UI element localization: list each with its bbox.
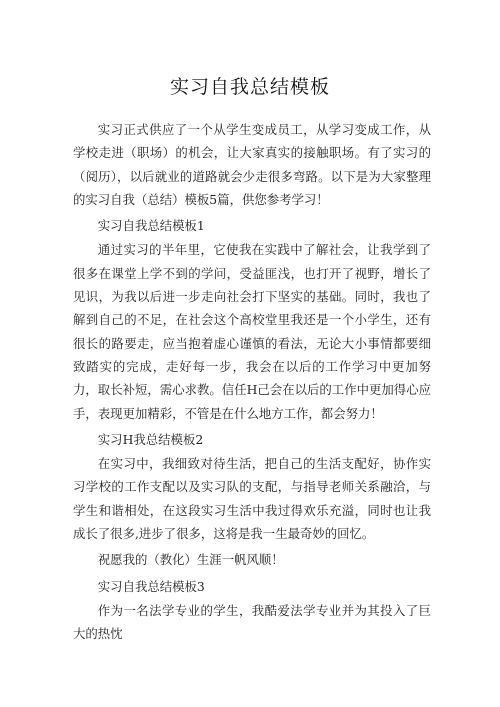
document-title: 实习自我总结模板 [169, 76, 330, 98]
section-heading-1: 实习自我总结模板1 [97, 218, 205, 234]
blessing-paragraph: 祝愿我的（教化）生涯一帆风顺！ [97, 552, 284, 568]
section-1-paragraph: 通过实习的半年里，它使我在实践中了解社会，让我学到了很多在课堂上学不到的学问，受益匪浅，也打开了视野，增长了见识，为我以后进一步走向社会打下坚实的基础。同时，我也了解到自己的不足，在社会这个高校堂里我还是一个小学生，还有很长的路要走，应当抱着虚心谨慎的看法，无论大小事情都要细致踏实的完成，走好每一步，我会在以后的工作学习中更加努力，取长补短，需心求教。信任H己会在以后的工作中更加得心应手，表现更加精彩，不管是在什么地方工作，都会努力！ [73, 242, 431, 421]
section-2-paragraph: 在实习中，我细致对待生活，把自己的生活支配好，协作实习学校的工作支配以及实习队的支配，与指导老师关系融洽，与学生和谐相处，在这段实习生活中我过得欢乐充溢，同时也让我成长了很多,进步了很多，这将是我一生最奇妙的回忆。 [73, 456, 431, 542]
document-body [73, 118, 431, 649]
section-heading-2: 实习H我总结模板2 [97, 431, 204, 447]
intro-paragraph: 实习正式供应了一个从学生变成员工，从学习变成工作，从学校走进（职场）的机会，让大家真实的接触职场。有了实习的（阅历），以后就业的道路就会少走很多弯路。以下是为大家整理的实习自我（总结）模板5篇，供您参考学习！ [73, 122, 431, 207]
section-3-paragraph: 作为一名法学专业的学生，我酷爱法学专业并为其投入了巨大的热忱 [73, 602, 431, 642]
section-heading-3: 实习自我总结模板3 [97, 578, 205, 594]
